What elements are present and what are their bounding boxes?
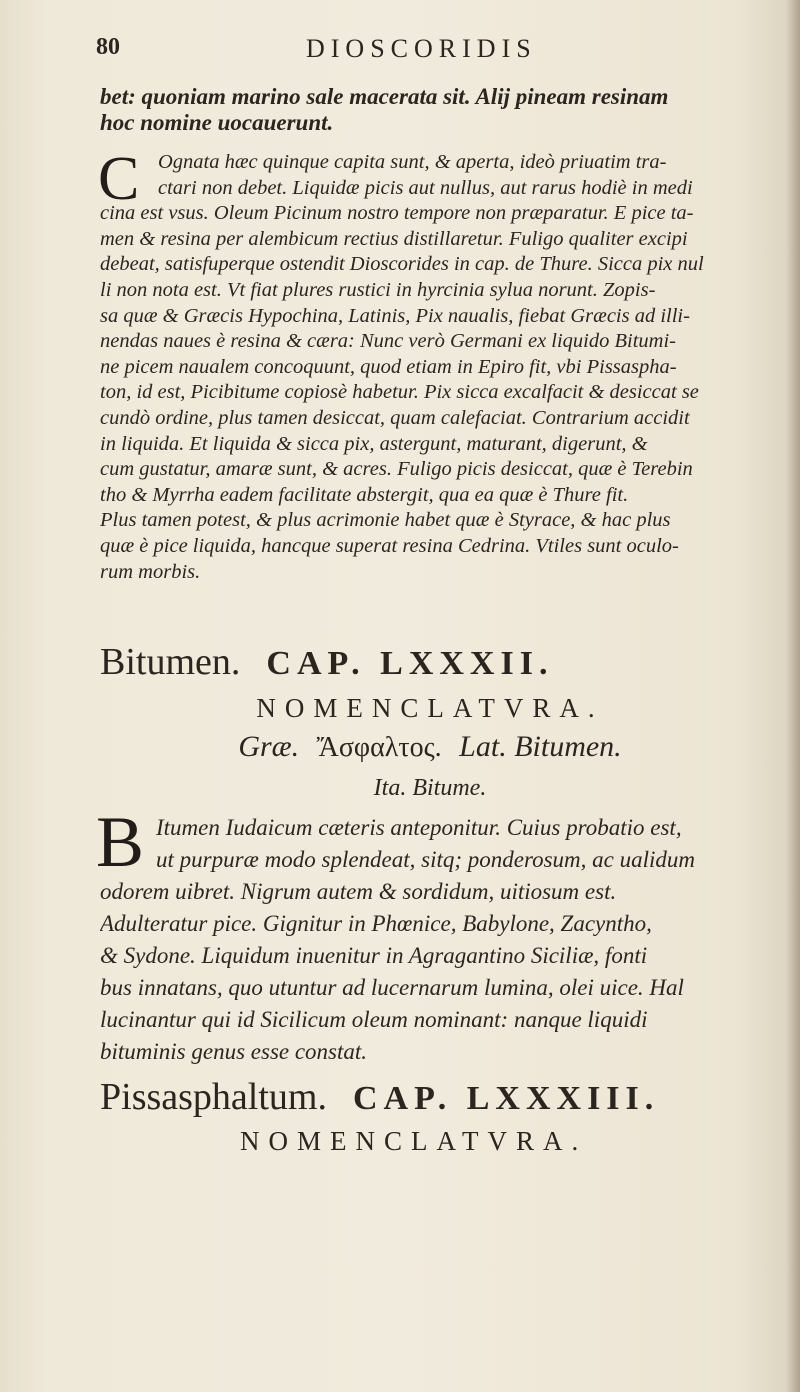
chapter-number: CAP. LXXXIII. bbox=[352, 1080, 660, 1117]
page-edge-shadow bbox=[786, 0, 800, 1392]
text-line: in liquida. Et liquida & sicca pix, astergunt, maturant, digerunt, & bbox=[100, 432, 648, 455]
italian-name: Ita. Bitume. bbox=[373, 775, 487, 801]
text-line: hoc nomine uocauerunt. bbox=[100, 110, 334, 135]
text-line: men & resina per alembicum rectius distillaretur. Fuligo qualiter excipi bbox=[100, 227, 688, 250]
text-line: Ognata hæc quinque capita sunt, & aperta, ideò priuatim tra- bbox=[158, 151, 667, 173]
text-line: tho & Myrrha eadem facilitate abstergit, qua ea quæ è Thure fit. bbox=[100, 483, 629, 506]
text-line: rum morbis. bbox=[100, 560, 201, 583]
text-line: odorem uibret. Nigrum autem & sordidum, uitiosum est. bbox=[100, 879, 617, 904]
text-line: ctari non debet. Liquidæ picis aut nullus, aut rarus hodiè in medi bbox=[158, 176, 693, 199]
text-line: ne picem naualem concoquunt, quod etiam in Epiro fit, vbi Pissaspha- bbox=[100, 355, 677, 378]
text-line: nendas naues è resina & cæra: Nunc verò Germani ex liquido Bitumi- bbox=[100, 330, 676, 353]
text-line: sa quæ & Græcis Hypochina, Latinis, Pix naualis, fiebat Græcis ad illi- bbox=[100, 304, 690, 327]
chapter-title: Pissasphaltum. bbox=[100, 1076, 327, 1118]
text-line: bus innatans, quo utuntur ad lucernarum lumina, olei uice. Hal bbox=[100, 975, 684, 1000]
greek-label: Græ. bbox=[238, 730, 300, 763]
chapter-number: CAP. LXXXII. bbox=[266, 645, 554, 682]
bitumen-paragraph bbox=[100, 812, 768, 1068]
text-line: cum gustatur, amaræ sunt, & acres. Fuligo picis desiccat, quæ è Terebin bbox=[100, 458, 693, 481]
dropcap-b: B bbox=[96, 802, 145, 882]
text-line: Plus tamen potest, & plus acrimonie habet quæ è Styrace, & hac plus bbox=[100, 509, 671, 532]
page-header bbox=[96, 34, 776, 74]
text-line: & Sydone. Liquidum inuenitur in Agragantino Siciliæ, fonti bbox=[100, 943, 648, 968]
greek-name: Ἄσφαλτος. bbox=[316, 732, 442, 763]
text-line: bituminis genus esse constat. bbox=[100, 1039, 368, 1064]
text-line: bet: quoniam marino sale macerata sit. Alij pineam resinam bbox=[100, 84, 669, 109]
text-line: debeat, satisfuperque ostendit Dioscorides in cap. de Thure. Sicca pix nul bbox=[100, 253, 704, 276]
intro-paragraph bbox=[100, 84, 768, 136]
text-line: quæ è pice liquida, hancque superat resina Cedrina. Vtiles sunt oculo- bbox=[100, 534, 679, 557]
text-line: cina est vsus. Oleum Picinum nostro tempore non præparatur. E pice ta- bbox=[100, 202, 694, 225]
chapter-heading-82 bbox=[100, 640, 780, 684]
chapter-heading-83 bbox=[100, 1075, 780, 1119]
nomenclatura-label: NOMENCLATVRA. bbox=[240, 1126, 588, 1156]
chapter-title: Bitumen. bbox=[100, 641, 241, 683]
text-line: ut purpuræ modo splendeat, sitq; ponderosum, ac ualidum bbox=[156, 847, 695, 872]
dropcap-c: C bbox=[98, 145, 140, 213]
text-line: Itumen Iudaicum cæteris anteponitur. Cuius probatio est, bbox=[156, 815, 682, 840]
nomenclatura-label: NOMENCLATVRA. bbox=[256, 693, 604, 723]
latin-name: Bitumen. bbox=[514, 730, 622, 763]
text-line: ton, id est, Picibitume copiosè habetur. Pix sicca excalfacit & desiccat se bbox=[100, 381, 699, 404]
running-head: DIOSCORIDIS bbox=[306, 34, 537, 63]
text-line: Adulteratur pice. Gignitur in Phœnice, Babylone, Zacyntho, bbox=[100, 911, 652, 936]
text-line: lucinantur qui id Sicilicum oleum nominant: nanque liquidi bbox=[100, 1007, 648, 1032]
latin-label: Lat. bbox=[459, 730, 507, 763]
text-line: cundò ordine, plus tamen desiccat, quam calefaciat. Contrarium accidit bbox=[100, 406, 690, 429]
page-number: 80 bbox=[96, 34, 120, 60]
commentary-paragraph bbox=[98, 145, 768, 585]
text-line: li non nota est. Vt fiat plures rustici in hyrcinia sylua norunt. Zopis- bbox=[100, 278, 656, 301]
synonyms-line bbox=[100, 730, 760, 764]
